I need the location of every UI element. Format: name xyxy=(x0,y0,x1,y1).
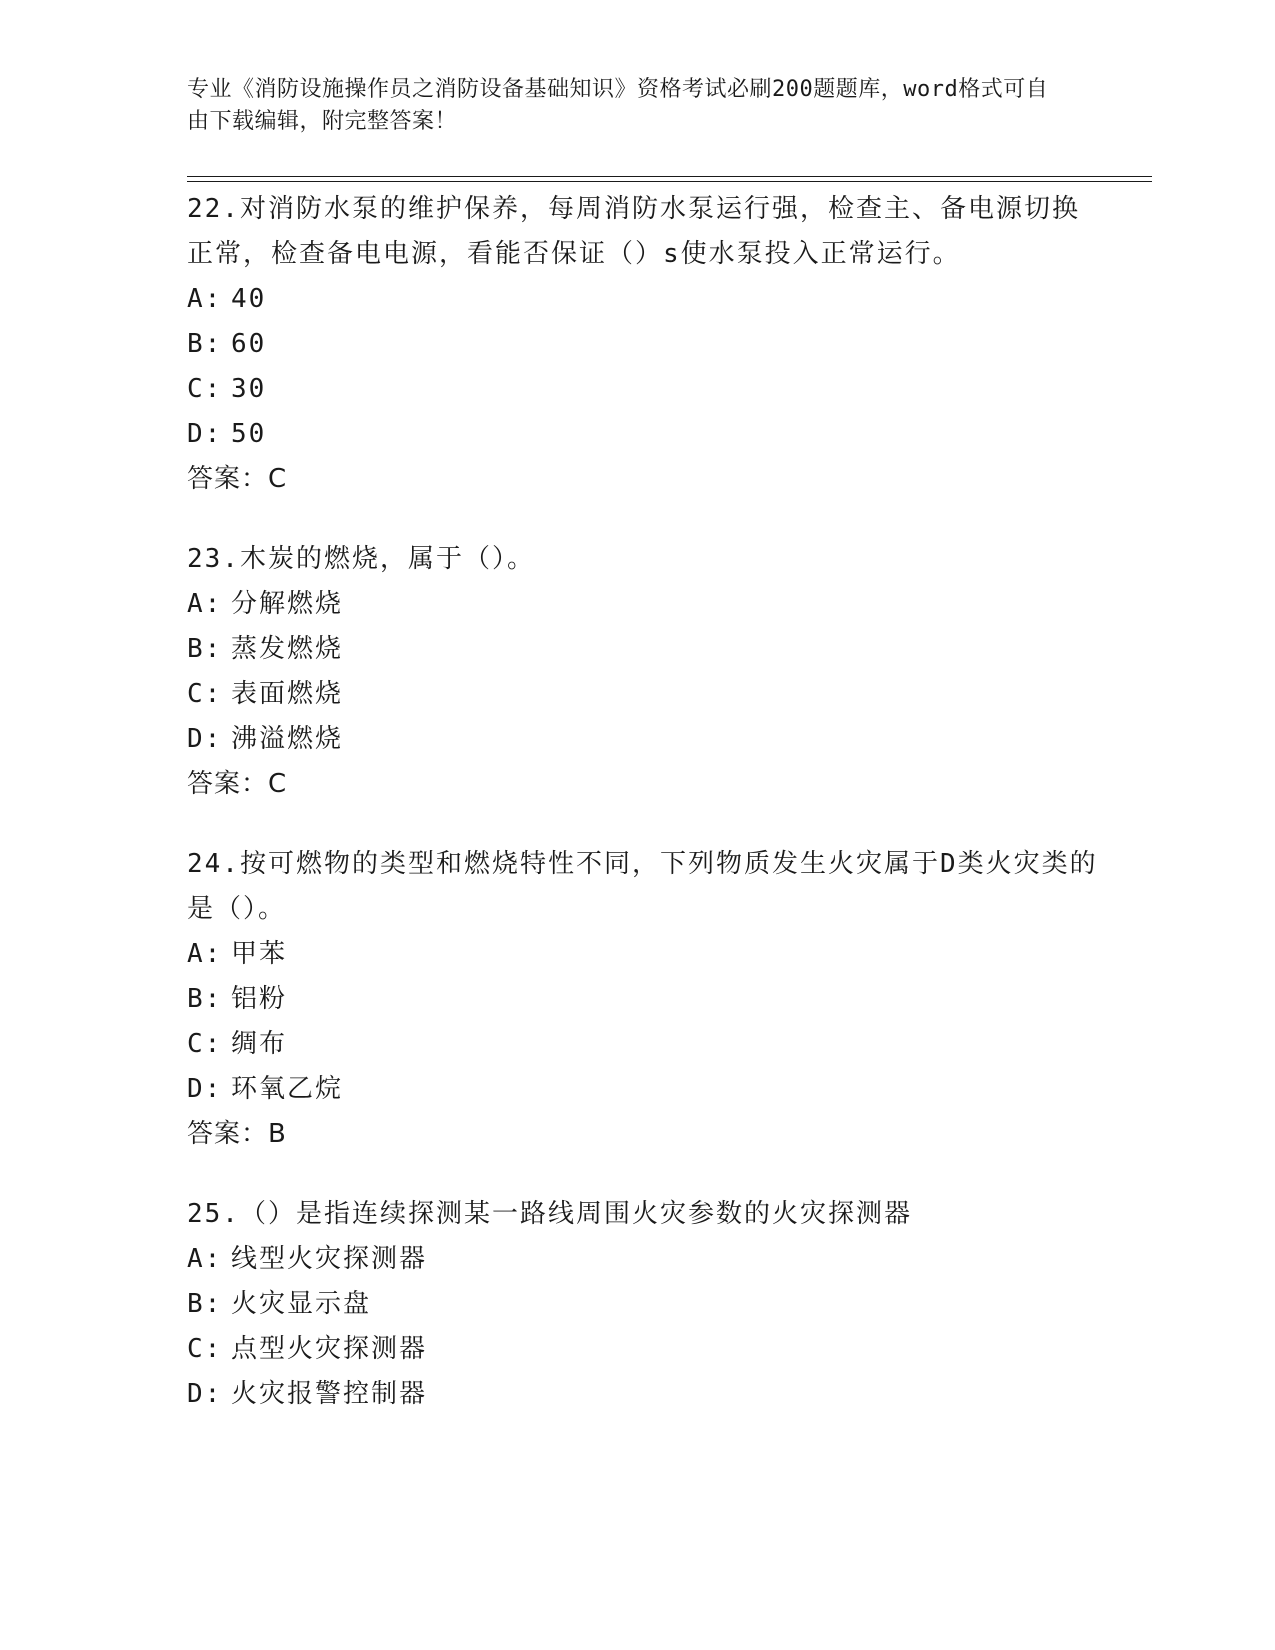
option-c xyxy=(187,672,1107,717)
option-b xyxy=(187,977,1107,1022)
option-key: C: xyxy=(187,679,223,709)
option-b xyxy=(187,627,1107,672)
question-22 xyxy=(187,187,1107,502)
question-stem: 22.对消防水泵的维护保养，每周消防水泵运行强，检查主、备电源切换正常，检查备电电源，看能否保证（）s使水泵投入正常运行。 xyxy=(187,194,1080,269)
option-key: B: xyxy=(187,984,223,1014)
option-d xyxy=(187,717,1107,762)
option-text: 表面燃烧 xyxy=(231,679,344,709)
option-key: D: xyxy=(187,419,223,449)
option-a xyxy=(187,932,1107,977)
option-text: 火灾报警控制器 xyxy=(231,1379,428,1409)
question-24 xyxy=(187,842,1107,1157)
option-text: 60 xyxy=(231,329,267,359)
answer-line: 答案：C xyxy=(187,769,288,799)
question-stem: 23.木炭的燃烧，属于（）。 xyxy=(187,544,535,574)
option-text: 线型火灾探测器 xyxy=(231,1244,428,1274)
option-key: B: xyxy=(187,329,223,359)
option-d xyxy=(187,1067,1107,1112)
option-text: 环氧乙烷 xyxy=(231,1074,344,1104)
option-text: 铝粉 xyxy=(231,984,288,1014)
option-c xyxy=(187,367,1107,412)
option-a xyxy=(187,1237,1107,1282)
document-header: 专业《消防设施操作员之消防设备基础知识》资格考试必刷200题题库，word格式可自由下载编辑，附完整答案！ xyxy=(187,77,1049,134)
question-23 xyxy=(187,537,1107,807)
question-25 xyxy=(187,1192,1107,1417)
option-c xyxy=(187,1327,1107,1372)
option-text: 火灾显示盘 xyxy=(231,1289,372,1319)
option-key: B: xyxy=(187,634,223,664)
option-b xyxy=(187,322,1107,367)
option-key: A: xyxy=(187,1244,223,1274)
answer-line: 答案：B xyxy=(187,1119,287,1149)
question-stem: 25.（）是指连续探测某一路线周围火灾参数的火灾探测器 xyxy=(187,1199,912,1229)
answer-line: 答案：C xyxy=(187,464,288,494)
option-a xyxy=(187,582,1107,627)
option-a xyxy=(187,277,1107,322)
option-key: C: xyxy=(187,1029,223,1059)
option-key: A: xyxy=(187,589,223,619)
option-key: D: xyxy=(187,1074,223,1104)
option-text: 50 xyxy=(231,419,267,449)
option-key: C: xyxy=(187,374,223,404)
option-d xyxy=(187,1372,1107,1417)
option-text: 30 xyxy=(231,374,267,404)
question-stem: 24.按可燃物的类型和燃烧特性不同，下列物质发生火灾属于D类火灾类的是（）。 xyxy=(187,849,1098,924)
option-text: 分解燃烧 xyxy=(231,589,344,619)
header-divider-bottom xyxy=(187,181,1152,182)
option-key: A: xyxy=(187,939,223,969)
option-text: 蒸发燃烧 xyxy=(231,634,344,664)
option-text: 40 xyxy=(231,284,267,314)
option-text: 甲苯 xyxy=(231,939,288,969)
option-key: C: xyxy=(187,1334,223,1364)
option-key: A: xyxy=(187,284,223,314)
option-key: D: xyxy=(187,1379,223,1409)
header-divider-top xyxy=(187,176,1152,177)
option-c xyxy=(187,1022,1107,1067)
option-d xyxy=(187,412,1107,457)
option-text: 绸布 xyxy=(231,1029,288,1059)
option-key: B: xyxy=(187,1289,223,1319)
option-text: 沸溢燃烧 xyxy=(231,724,344,754)
option-key: D: xyxy=(187,724,223,754)
option-text: 点型火灾探测器 xyxy=(231,1334,428,1364)
option-b xyxy=(187,1282,1107,1327)
